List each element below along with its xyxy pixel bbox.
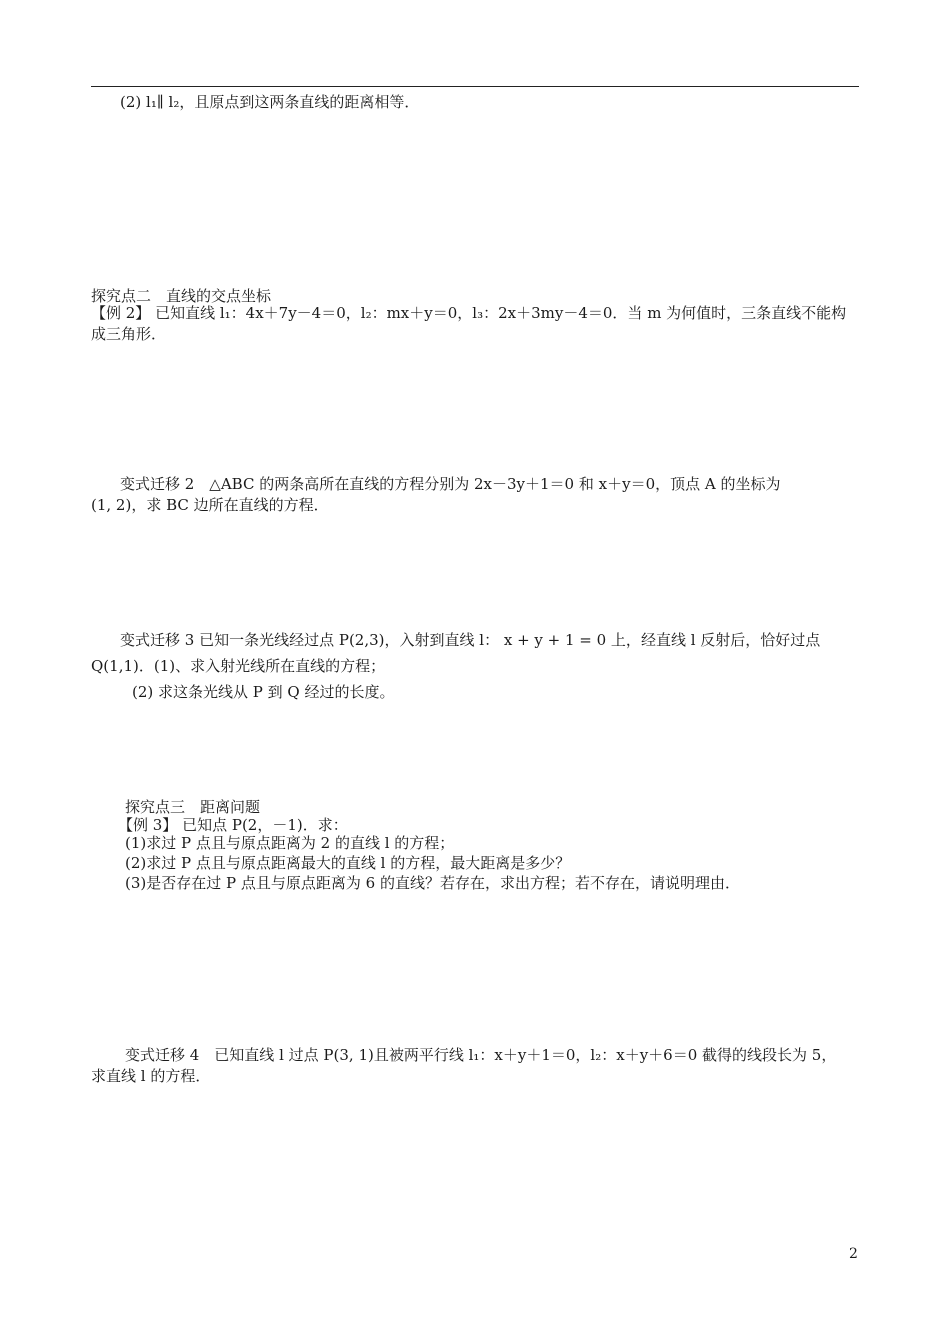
- variant-3-line-1: 变式迁移 3 已知一条光线经过点 P(2,3)，入射到直线 l： x + y + 1 = 0 上，经直线 l 反射后，恰好过点: [120, 631, 821, 649]
- section-2-heading: 探究点二 直线的交点坐标: [91, 287, 272, 305]
- example-2-line-1: 【例 2】 已知直线 l₁：4x＋7y－4＝0，l₂：mx＋y＝0，l₃：2x＋3my－4＝0．当 m 为何值时，三条直线不能构: [91, 304, 847, 322]
- variant-3-line-2: Q(1,1)．(1)、求入射光线所在直线的方程；: [91, 657, 386, 675]
- page-number: 2: [849, 1246, 858, 1262]
- variant-4-line-2: 求直线 l 的方程．: [91, 1067, 211, 1085]
- header-rule: [91, 86, 859, 87]
- variant-2-line-1: 变式迁移 2 △ABC 的两条高所在直线的方程分别为 2x－3y＋1＝0 和 x＋y＝0，顶点 A 的坐标为: [120, 475, 781, 493]
- section-3-heading: 探究点三 距离问题: [125, 798, 261, 816]
- question-part-2: (2) l₁∥ l₂，且原点到这两条直线的距离相等．: [120, 93, 420, 111]
- variant-2-line-2: (1, 2)，求 BC 边所在直线的方程．: [91, 496, 329, 514]
- example-3-item-1: (1)求过 P 点且与原点距离为 2 的直线 l 的方程；: [125, 834, 455, 852]
- example-3-item-3: (3)是否存在过 P 点且与原点距离为 6 的直线？若存在，求出方程；若不存在，请说明理由．: [125, 874, 740, 892]
- variant-4-line-1: 变式迁移 4 已知直线 l 过点 P(3, 1)且被两平行线 l₁：x＋y＋1＝0，l₂：x＋y＋6＝0 截得的线段长为 5，: [125, 1046, 837, 1064]
- variant-3-line-3: (2) 求这条光线从 P 到 Q 经过的长度。: [132, 683, 395, 701]
- example-2-line-2: 成三角形．: [91, 325, 167, 343]
- example-3: 【例 3】 已知点 P(2，－1)．求：: [118, 816, 348, 834]
- example-3-item-2: (2)求过 P 点且与原点距离最大的直线 l 的方程，最大距离是多少？: [125, 854, 571, 872]
